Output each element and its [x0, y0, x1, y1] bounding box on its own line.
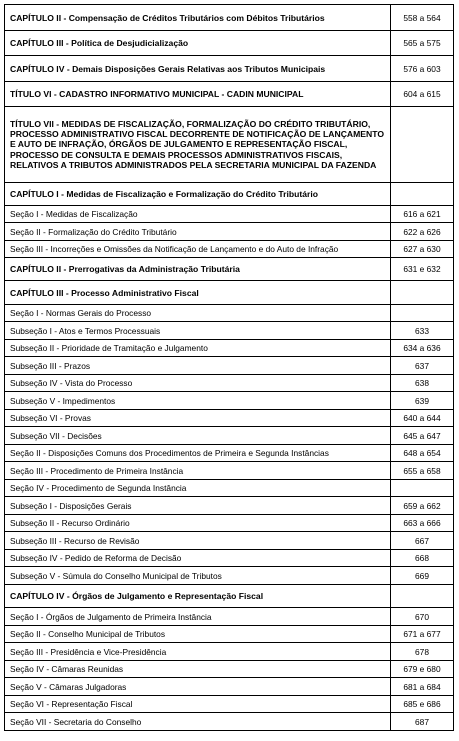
toc-entry-pages: 679 e 680	[391, 661, 454, 678]
toc-entry-pages: 604 a 615	[391, 82, 454, 107]
toc-entry-title: Seção III - Procedimento de Primeira Instância	[5, 462, 391, 480]
toc-entry-pages: 639	[391, 392, 454, 410]
toc-entry-title: Seção I - Órgãos de Julgamento de Primeira Instância	[5, 608, 391, 626]
toc-entry-title: Seção II - Disposições Comuns dos Procedimentos de Primeira e Segunda Instâncias	[5, 445, 391, 462]
toc-entry-pages: 669	[391, 567, 454, 585]
toc-row	[5, 375, 454, 392]
toc-row	[5, 678, 454, 696]
toc-entry-pages: 645 a 647	[391, 427, 454, 445]
toc-entry-title: Subseção I - Atos e Termos Processuais	[5, 322, 391, 340]
toc-entry-title: CAPÍTULO IV - Demais Disposições Gerais Relativas aos Tributos Municipais	[5, 56, 391, 82]
toc-row	[5, 31, 454, 56]
toc-entry-title: Subseção I - Disposições Gerais	[5, 497, 391, 515]
toc-entry-pages: 634 a 636	[391, 340, 454, 357]
toc-entry-title: Subseção IV - Vista do Processo	[5, 375, 391, 392]
toc-row	[5, 241, 454, 258]
toc-entry-title: CAPÍTULO III - Processo Administrativo Fiscal	[5, 281, 391, 305]
toc-entry-pages: 671 a 677	[391, 626, 454, 643]
toc-row	[5, 626, 454, 643]
toc-entry-title: Seção III - Incorreções e Omissões da Notificação de Lançamento e do Auto de Infração	[5, 241, 391, 258]
toc-entry-title: Subseção VI - Provas	[5, 410, 391, 427]
toc-row	[5, 322, 454, 340]
toc-row	[5, 427, 454, 445]
toc-entry-pages: 576 a 603	[391, 56, 454, 82]
toc-entry-title: Seção III - Presidência e Vice-Presidência	[5, 643, 391, 661]
toc-entry-pages: 663 a 666	[391, 515, 454, 532]
toc-row	[5, 550, 454, 567]
toc-row	[5, 357, 454, 375]
toc-entry-pages: 678	[391, 643, 454, 661]
toc-entry-pages: 565 a 575	[391, 31, 454, 56]
toc-entry-title: CAPÍTULO III - Política de Desjudicialização	[5, 31, 391, 56]
toc-entry-pages	[391, 281, 454, 305]
toc-entry-title: Subseção VII - Decisões	[5, 427, 391, 445]
toc-row	[5, 515, 454, 532]
toc-entry-pages: 627 a 630	[391, 241, 454, 258]
toc-entry-title: Seção II - Formalização do Crédito Tributário	[5, 223, 391, 241]
toc-entry-pages	[391, 107, 454, 183]
toc-entry-title: Seção IV - Procedimento de Segunda Instância	[5, 480, 391, 497]
toc-row	[5, 462, 454, 480]
toc-row	[5, 445, 454, 462]
toc-entry-pages	[391, 585, 454, 608]
toc-row	[5, 608, 454, 626]
toc-row	[5, 82, 454, 107]
toc-entry-title: TÍTULO VII - MEDIDAS DE FISCALIZAÇÃO, FORMALIZAÇÃO DO CRÉDITO TRIBUTÁRIO, PROCESSO ADMINISTRATIVO FISCAL DECORRENTE DE NOTIFICAÇÃO DE LANÇAMENTO E AUTO DE INFRAÇÃO, ÓRGÃOS DE JULGAMENTO E REPRESENTAÇÃO FISCAL, PROCESSO DE CONSULTA E DEMAIS PROCESSOS ADMINISTRATIVOS FISCAIS, RELATIVOS A TRIBUTOS ADMINISTRADOS PELA SECRETARIA MUNICIPAL DA FAZENDA	[5, 107, 391, 183]
toc-row	[5, 480, 454, 497]
toc-entry-title: CAPÍTULO II - Prerrogativas da Administração Tributária	[5, 258, 391, 281]
toc-entry-pages: 558 a 564	[391, 5, 454, 31]
toc-entry-title: Seção IV - Câmaras Reunidas	[5, 661, 391, 678]
toc-entry-pages: 685 e 686	[391, 696, 454, 713]
toc-entry-pages: 681 a 684	[391, 678, 454, 696]
toc-entry-pages: 648 a 654	[391, 445, 454, 462]
toc-entry-title: Subseção II - Prioridade de Tramitação e Julgamento	[5, 340, 391, 357]
toc-entry-title: CAPÍTULO II - Compensação de Créditos Tributários com Débitos Tributários	[5, 5, 391, 31]
toc-entry-title: Seção VII - Secretaria do Conselho	[5, 713, 391, 731]
toc-entry-pages: 638	[391, 375, 454, 392]
toc-row	[5, 661, 454, 678]
toc-row	[5, 183, 454, 206]
toc-row	[5, 340, 454, 357]
toc-entry-pages	[391, 183, 454, 206]
toc-row	[5, 56, 454, 82]
toc-row	[5, 532, 454, 550]
toc-entry-title: Subseção III - Prazos	[5, 357, 391, 375]
toc-row	[5, 585, 454, 608]
toc-row	[5, 567, 454, 585]
toc-entry-pages: 667	[391, 532, 454, 550]
toc-entry-title: Subseção IV - Pedido de Reforma de Decisão	[5, 550, 391, 567]
toc-row	[5, 281, 454, 305]
toc-row	[5, 5, 454, 31]
toc-row	[5, 497, 454, 515]
toc-entry-pages: 616 a 621	[391, 206, 454, 223]
toc-entry-pages: 655 a 658	[391, 462, 454, 480]
toc-entry-pages: 631 e 632	[391, 258, 454, 281]
toc-row	[5, 696, 454, 713]
toc-entry-title: Subseção V - Impedimentos	[5, 392, 391, 410]
toc-row	[5, 107, 454, 183]
toc-entry-pages: 670	[391, 608, 454, 626]
toc-entry-pages: 659 a 662	[391, 497, 454, 515]
toc-entry-pages: 687	[391, 713, 454, 731]
toc-entry-pages: 622 a 626	[391, 223, 454, 241]
toc-entry-pages	[391, 305, 454, 322]
table-of-contents	[4, 4, 454, 731]
toc-row	[5, 410, 454, 427]
toc-entry-title: Subseção V - Súmula do Conselho Municipal de Tributos	[5, 567, 391, 585]
toc-row	[5, 258, 454, 281]
toc-entry-pages: 633	[391, 322, 454, 340]
toc-row	[5, 206, 454, 223]
toc-entry-title: Seção V - Câmaras Julgadoras	[5, 678, 391, 696]
toc-entry-title: Subseção II - Recurso Ordinário	[5, 515, 391, 532]
toc-entry-title: Seção I - Medidas de Fiscalização	[5, 206, 391, 223]
toc-entry-pages: 637	[391, 357, 454, 375]
toc-entry-title: TÍTULO VI - CADASTRO INFORMATIVO MUNICIPAL - CADIN MUNICIPAL	[5, 82, 391, 107]
toc-row	[5, 305, 454, 322]
toc-entry-title: Seção II - Conselho Municipal de Tributos	[5, 626, 391, 643]
toc-entry-title: Seção I - Normas Gerais do Processo	[5, 305, 391, 322]
toc-entry-title: Subseção III - Recurso de Revisão	[5, 532, 391, 550]
toc-entry-title: CAPÍTULO IV - Órgãos de Julgamento e Representação Fiscal	[5, 585, 391, 608]
toc-entry-pages: 640 a 644	[391, 410, 454, 427]
toc-row	[5, 713, 454, 731]
toc-entry-pages: 668	[391, 550, 454, 567]
toc-entry-pages	[391, 480, 454, 497]
toc-entry-title: Seção VI - Representação Fiscal	[5, 696, 391, 713]
toc-row	[5, 643, 454, 661]
toc-body	[5, 5, 454, 731]
toc-row	[5, 223, 454, 241]
toc-entry-title: CAPÍTULO I - Medidas de Fiscalização e Formalização do Crédito Tributário	[5, 183, 391, 206]
toc-row	[5, 392, 454, 410]
